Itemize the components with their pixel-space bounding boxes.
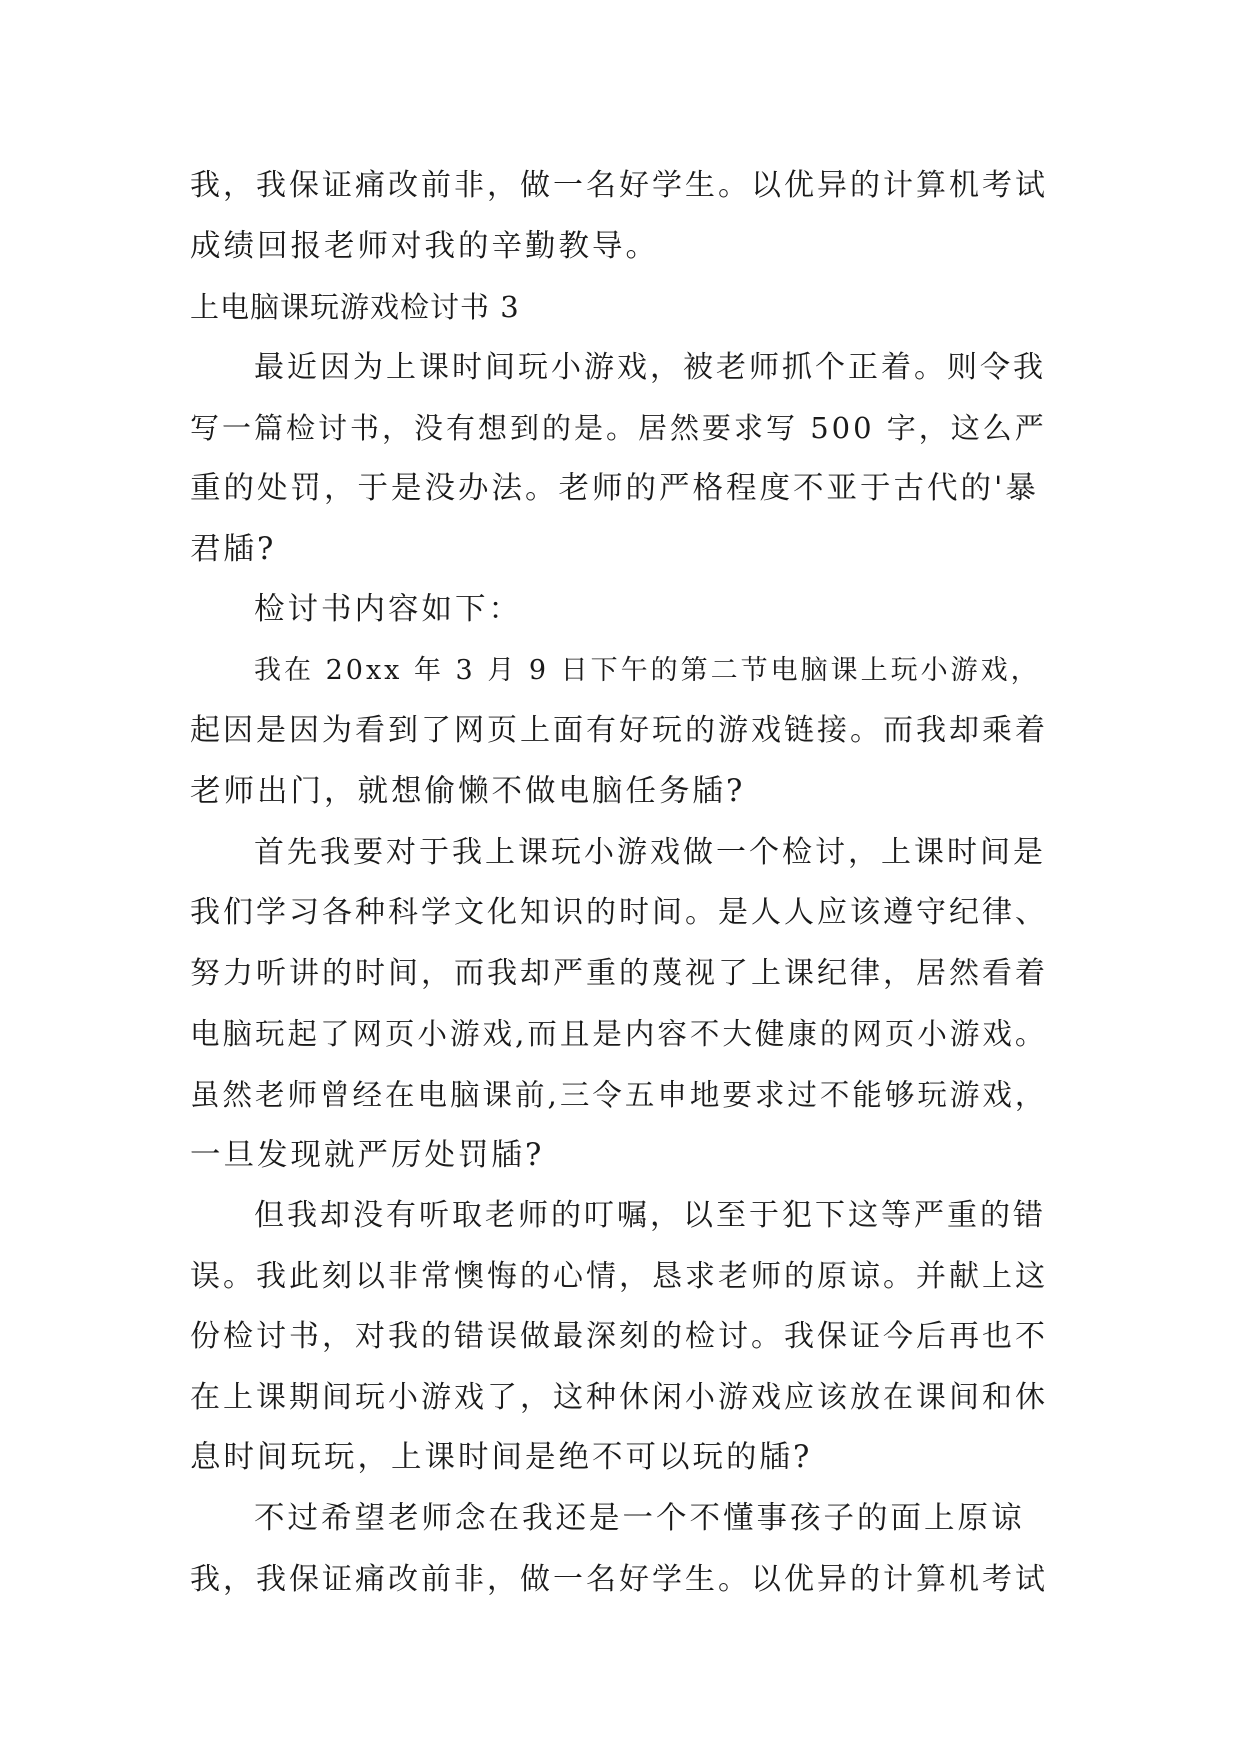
paragraph-first-line: 检讨书内容如下：: [254, 592, 522, 628]
text-line: 君牐?: [190, 531, 277, 567]
text-line: 重的处罚，于是没办法。老师的严格程度不亚于古代的'暴: [190, 470, 1039, 506]
paragraph-first-line: 首先我要对于我上课玩小游戏做一个检讨，上课时间是: [254, 834, 1046, 870]
text-line: 在上课期间玩小游戏了，这种休闲小游戏应该放在课间和休: [190, 1379, 1048, 1415]
text-line: 我们学习各种科学文化知识的时间。是人人应该遵守纪律、: [190, 895, 1048, 931]
text-line: 努力听讲的时间，而我却严重的蔑视了上课纪律，居然看着: [190, 955, 1048, 991]
paragraph-first-line: 最近因为上课时间玩小游戏，被老师抓个正着。则令我: [254, 349, 1046, 385]
text-line: 老师出门，就想偷懒不做电脑任务牐?: [190, 773, 746, 809]
paragraph-first-line: 但我却没有听取老师的叮嘱，以至于犯下这等严重的错: [254, 1198, 1046, 1234]
text-line: 我，我保证痛改前非，做一名好学生。以优异的计算机考试: [190, 168, 1048, 203]
text-line: 起因是因为看到了网页上面有好玩的游戏链接。而我却乘着: [190, 713, 1048, 749]
paragraph-first-line: 我在 20xx 年 3 月 9 日下午的第二节电脑课上玩小游戏，: [254, 654, 1041, 686]
text-line: 息时间玩玩，上课时间是绝不可以玩的牐?: [190, 1440, 813, 1476]
text-line: 我，我保证痛改前非，做一名好学生。以优异的计算机考试: [190, 1561, 1048, 1597]
text-line: 份检讨书，对我的错误做最深刻的检讨。我保证今后再也不: [190, 1319, 1048, 1355]
paragraph-first-line: 不过希望老师念在我还是一个不懂事孩子的面上原谅: [254, 1501, 1025, 1537]
document-body: [190, 156, 1050, 1610]
section-heading: 上电脑课玩游戏检讨书 3: [190, 290, 520, 325]
text-line: 电脑玩起了网页小游戏,而且是内容不大健康的网页小游戏。: [190, 1017, 1048, 1052]
text-line: 虽然老师曾经在电脑课前,三令五申地要求过不能够玩游戏，: [190, 1077, 1048, 1112]
text-line: 写一篇检讨书，没有想到的是。居然要求写 500 字，这么严: [190, 411, 1047, 446]
text-line: 成绩回报老师对我的辛勤教导。: [190, 228, 659, 264]
text-line: 一旦发现就严厉处罚牐?: [190, 1137, 545, 1173]
text-line: 误。我此刻以非常懊悔的心情，恳求老师的原谅。并献上这: [190, 1258, 1048, 1294]
